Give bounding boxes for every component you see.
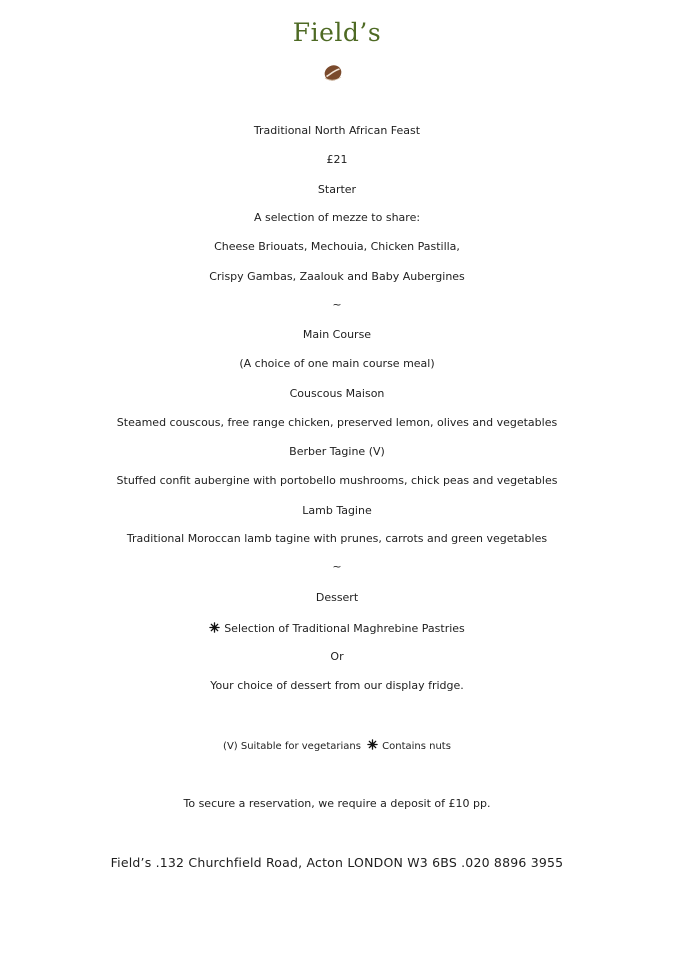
dietary-legend	[0, 739, 674, 754]
dish-2-description: Stuffed confit aubergine with portobello mushrooms, chick peas and vegetables	[116, 474, 558, 487]
main-course-intro: (A choice of one main course meal)	[239, 357, 435, 370]
dessert-option-1: Selection of Traditional Maghrebine Pastries	[224, 622, 465, 635]
footer-address: Field’s .132 Churchfield Road, Acton LONDON W3 6BS .020 8896 3955	[110, 855, 564, 870]
dessert-option-2: Your choice of dessert from our display fridge.	[210, 679, 464, 692]
nut-asterisk-icon	[209, 622, 220, 633]
starter-heading: Starter	[317, 183, 357, 196]
coffee-bean-icon	[322, 62, 344, 84]
starter-intro: A selection of mezze to share:	[253, 211, 421, 224]
dessert-heading: Dessert	[315, 591, 359, 604]
starter-items-line-2: Crispy Gambas, Zaalouk and Baby Aubergines	[209, 270, 465, 283]
dessert-or: Or	[330, 650, 344, 663]
nut-asterisk-icon	[367, 739, 378, 750]
section-divider-1: ~	[332, 298, 342, 311]
menu-price: £21	[326, 153, 348, 166]
restaurant-name: Field’s	[292, 18, 382, 47]
section-divider-2: ~	[332, 560, 342, 573]
starter-items-line-1: Cheese Briouats, Mechouia, Chicken Pastilla,	[214, 240, 460, 253]
dessert-option-1-row	[0, 622, 674, 636]
vegetarian-legend: (V) Suitable for vegetarians	[223, 741, 361, 752]
dish-1-description: Steamed couscous, free range chicken, preserved lemon, olives and vegetables	[116, 416, 558, 429]
main-course-heading: Main Course	[302, 328, 372, 341]
menu-title: Traditional North African Feast	[253, 124, 421, 137]
nuts-legend: Contains nuts	[382, 741, 451, 752]
reservation-note: To secure a reservation, we require a deposit of £10 pp.	[183, 797, 491, 810]
dish-3-description: Traditional Moroccan lamb tagine with prunes, carrots and green vegetables	[126, 532, 548, 545]
dish-1-name: Couscous Maison	[289, 387, 385, 400]
dish-2-name: Berber Tagine (V)	[289, 445, 385, 458]
dish-3-name: Lamb Tagine	[302, 504, 372, 517]
